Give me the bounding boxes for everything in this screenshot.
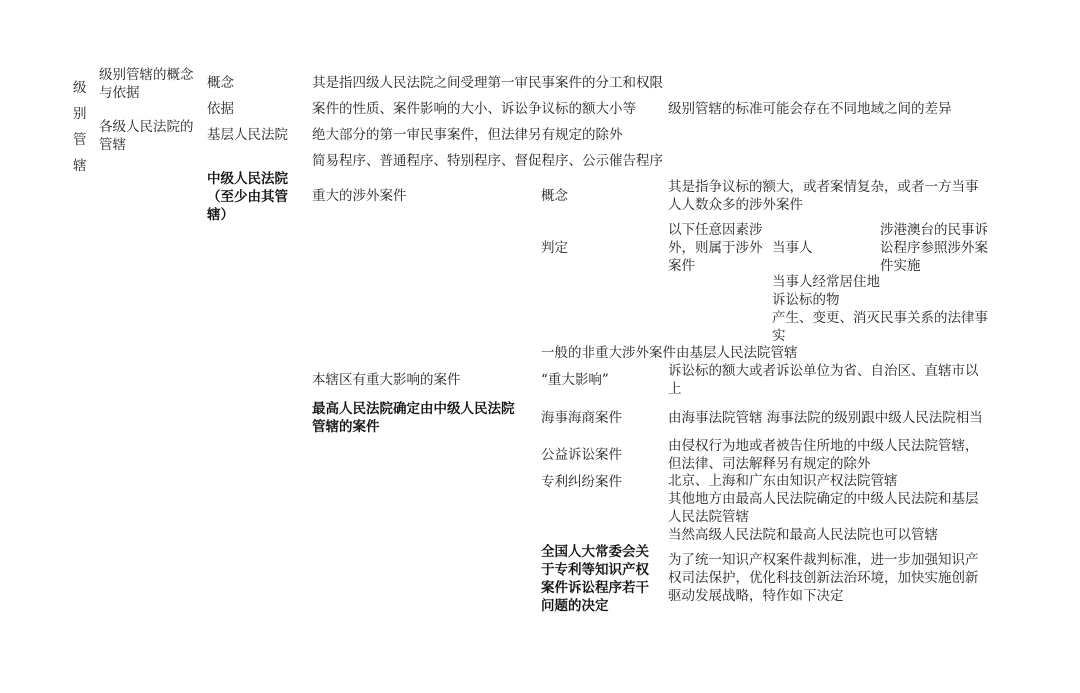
major-foreign-label: 重大的涉外案件 bbox=[312, 188, 407, 204]
party-label: 当事人 bbox=[772, 240, 813, 256]
patent-label: 专利纠纷案件 bbox=[541, 474, 622, 490]
npc-decision-label: 全国人大常委会关 于专利等知识产权 案件诉讼程序若干 问题的决定 bbox=[541, 544, 649, 614]
major-concept-text: 其是指争议标的额大，或者案情复杂，或者一方当事 人人数众多的涉外案件 bbox=[668, 179, 979, 213]
concept-label: 概念 bbox=[207, 75, 234, 91]
determination-label: 判定 bbox=[541, 240, 568, 256]
regional-major-label: 本辖区有重大影响的案件 bbox=[312, 372, 461, 388]
public-interest-label: 公益诉讼案件 bbox=[541, 447, 622, 463]
hkmt-text: 涉港澳台的民事诉 讼程序参照涉外案 件实施 bbox=[880, 222, 988, 274]
basis-note: 级别管辖的标准可能会存在不同地域之间的差异 bbox=[668, 101, 952, 117]
determination-text: 以下任意因素涉 外，则属于涉外 案件 bbox=[668, 222, 763, 274]
basis-label: 依据 bbox=[207, 101, 234, 117]
court-levels-heading: 各级人民法院的 管辖 bbox=[99, 119, 194, 153]
maritime-text: 由海事法院管辖 海事法院的级别跟中级人民法院相当 bbox=[668, 410, 983, 426]
npc-decision-text: 为了统一知识产权案件裁判标准，进一步加强知识产 权司法保护，优化科技创新法治环境，加快实施创新 驱动发展战略，特作如下决定 bbox=[668, 552, 979, 604]
major-impact-text: 诉讼标的额大或者诉讼单位为省、自治区、直辖市以 上 bbox=[668, 363, 979, 397]
factors-text: 当事人经常居住地 诉讼标的物 产生、变更、消灭民事关系的法律事 实 bbox=[772, 274, 988, 344]
spc-determined-label: 最高人民法院确定由中级人民法院 管辖的案件 bbox=[312, 401, 515, 435]
basic-court-label: 基层人民法院 bbox=[207, 127, 288, 143]
basic-court-text: 绝大部分的第一审民事案件，但法律另有规定的除外 bbox=[312, 127, 623, 143]
basis-text: 案件的性质、案件影响的大小、诉讼争议标的额大小等 bbox=[312, 101, 636, 117]
procedures-text: 简易程序、普通程序、特别程序、督促程序、公示催告程序 bbox=[312, 153, 663, 169]
patent-text: 北京、上海和广东由知识产权法院管辖 其他地方由最高人民法院确定的中级人民法院和基层 人民法院管辖 当然高级人民法院和最高人民法院也可以管辖 bbox=[668, 473, 979, 543]
major-concept-label: 概念 bbox=[541, 188, 568, 204]
concept-text: 其是指四级人民法院之间受理第一审民事案件的分工和权限 bbox=[312, 75, 663, 91]
major-impact-label: “重大影响” bbox=[541, 372, 609, 388]
public-interest-text: 由侵权行为地或者被告住所地的中级人民法院管辖， 但法律、司法解释另有规定的除外 bbox=[668, 438, 979, 472]
general-foreign-text: 一般的非重大涉外案件由基层人民法院管辖 bbox=[541, 345, 798, 361]
concept-basis-heading: 级别管辖的概念 与依据 bbox=[99, 67, 194, 101]
intermediate-court-label: 中级人民法院 （至少由其管 辖） bbox=[207, 171, 288, 223]
section-title-vertical: 级 别 管 辖 bbox=[73, 80, 87, 174]
maritime-label: 海事海商案件 bbox=[541, 410, 622, 426]
